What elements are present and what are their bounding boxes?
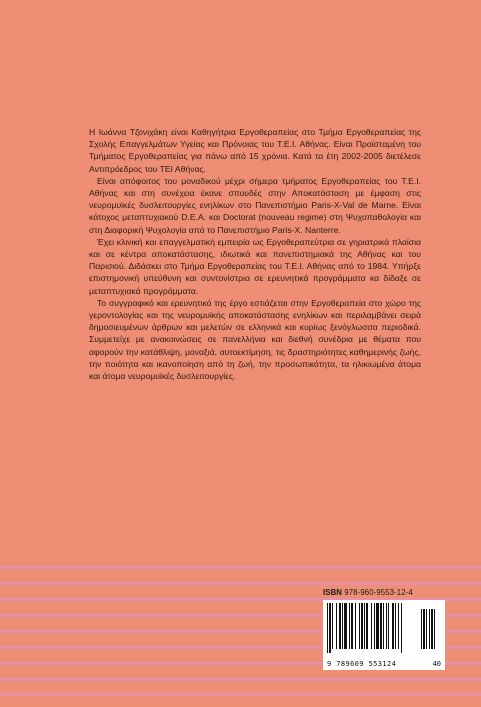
bio-paragraph-4: Το συγγραφικό και ερευνητικό της έργο εστιάζεται στην Εργοθεραπεία στο χώρο της γεροντολογίας και της νευρομυϊκής αποκατάστασης ενηλίκων και περιλαμβάνει σειρά δημοσιευμένων άρθρων και μελετών σε ελληνικά και κυρίως ξενόγλωσσα περιοδικά. Συμμετείχε με ανακοινώσεις σε πανελλήνια και διεθνή συνέδρια με θέματα που αφορούν την κατάθλιψη, μοναξιά, αυτοεκτίμηση, τις δραστηριότητες καθημερινής ζωής, την ποιότητα και ικανοποίηση από τη ζωή, την προσωπικότητα, τα ηλικιωμένα άτομα και άτομα νευρομυϊκές δυσλειτουργίες. <box>89 297 421 382</box>
stripe <box>0 693 481 696</box>
barcode-addon-bar <box>431 609 433 649</box>
barcode-bar <box>371 603 372 649</box>
barcode-addon-bar <box>423 609 425 649</box>
barcode-bar <box>359 603 360 649</box>
barcode-addon-bar <box>426 609 427 649</box>
barcode-bar <box>361 603 363 649</box>
barcode-addon-digits: 40 <box>432 660 441 668</box>
barcode-bar <box>351 603 353 649</box>
bio-paragraph-2: Είναι απόφοιτος του μοναδικού μέχρι σήμερα τμήματος Εργοθεραπείας του Τ.Ε.Ι. Αθήνας και στη συνέχεια έκανε σπουδές στην Αποκατάσταση με έμφαση στις νευρομυϊκές δυσλειτουργίες ενηλίκων στο Πανεπιστήμιο Paris-X-Val de Marne. Είναι κάτοχος μεταπτυχιακού D.E.A. και Doctorat (nouveau regime) στη Ψυχοπαθολογία και στη Διαφορική Ψυχολογία από το Πανεπιστήμιο Paris-X. Nanterre. <box>89 175 421 235</box>
barcode-bars <box>327 603 441 657</box>
barcode-bar <box>329 603 331 653</box>
barcode-addon-bar <box>421 609 422 649</box>
isbn-number: 978-960-9553-12-4 <box>344 588 413 597</box>
barcode-bar <box>398 603 399 649</box>
bio-paragraph-1: Η Ιωάννα Τζονιχάκη είναι Καθηγήτρια Εργοθεραπείας στο Τμήμα Εργοθεραπείας της Σχολής Επαγγελμάτων Υγείας και Πρόνοιας του Τ.Ε.Ι. Αθήνας. Είναι Προϊσταμένη του Τμήματος Εργοθεραπείας για πάνω από 15 χρόνια. Κατά τα έτη 2002-2005 διετέλεσε Αντιπρόεδρος του ΤΕΙ Αθήνας. <box>89 127 421 174</box>
author-biography <box>89 126 421 382</box>
barcode-bar <box>339 603 341 649</box>
barcode-bar <box>364 603 365 649</box>
isbn-line <box>323 588 445 597</box>
barcode-bar <box>395 603 396 649</box>
barcode-bar <box>401 603 402 653</box>
barcode-bar <box>349 603 350 649</box>
barcode-addon-bar <box>434 609 435 649</box>
barcode-bar <box>376 603 379 649</box>
barcode-bar <box>342 603 343 649</box>
barcode-bar <box>374 603 375 649</box>
barcode-bar <box>366 603 368 649</box>
barcode-bar <box>336 603 337 649</box>
barcode-bar <box>386 603 387 649</box>
isbn-label: ISBN <box>323 588 343 597</box>
barcode-digits: 9 789609 553124 <box>327 660 397 668</box>
barcode-bar <box>383 603 384 649</box>
stripe <box>0 678 481 681</box>
barcode-bar <box>392 603 394 649</box>
isbn-block <box>323 588 445 670</box>
barcode-bar <box>344 603 347 649</box>
barcode-addon-bar <box>429 609 430 649</box>
barcode-bar <box>327 603 328 653</box>
stripe <box>0 566 481 569</box>
bio-paragraph-3: Έχει κλινική και επαγγελματική εμπειρία ως Εργοθεραπεύτρια σε γηριατρικά πλαίσια και σε κέντρα αποκατάστασης, ιδιωτικά και πανεπιστημιακά της Αθήνας και του Παρισιού. Διδάσκει στο Τμήμα Εργοθεραπείας του Τ.Ε.Ι. Αθήνας από το 1984. Υπήρξε επιστημονική υπεύθυνη και συντονίστρια σε ερευνητικά προγράμματα κα δίδαξε σε μεταπτυχιακά προγράμματα. <box>89 236 421 296</box>
barcode <box>323 600 445 670</box>
barcode-bar <box>332 603 333 649</box>
stripe <box>0 582 481 585</box>
barcode-bar <box>355 603 356 649</box>
barcode-bar <box>380 603 382 649</box>
barcode-bar <box>388 603 389 649</box>
